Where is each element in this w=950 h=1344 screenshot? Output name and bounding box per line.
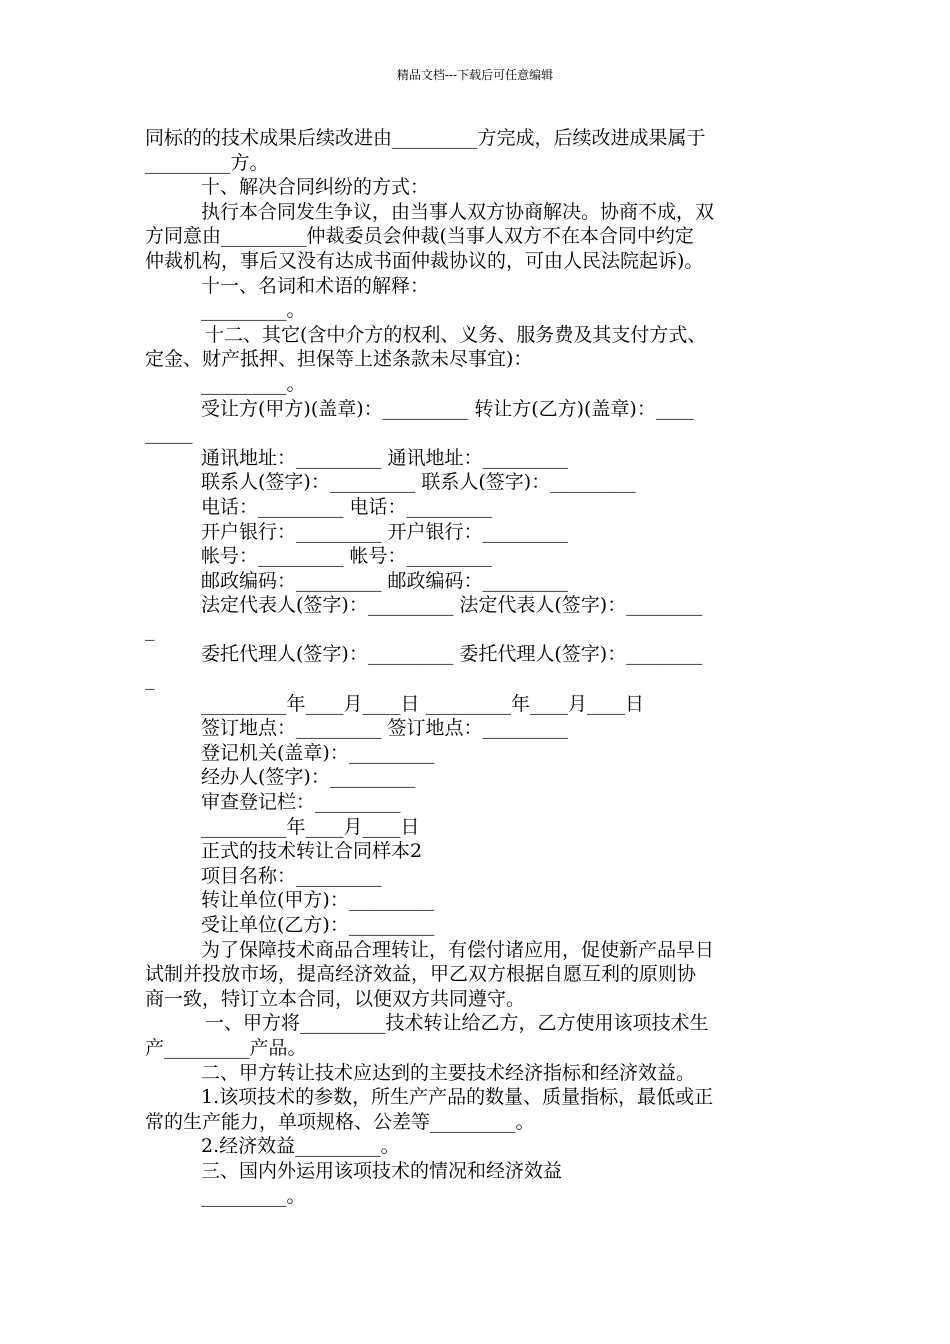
text-line: 登记机关(盖章)：_________ — [201, 741, 435, 764]
text-line: 方同意由_________仲裁委员会仲裁(当事人双方不在本合同中约定 — [145, 225, 694, 248]
text-line: 电话：_________ 电话：_________ — [201, 495, 493, 518]
text-line: _________年____月____日 — [201, 815, 420, 838]
text-line: _________。 — [201, 1184, 306, 1207]
text-line: 仲裁机构，事后又没有达成书面仲裁协议的，可由人民法院起诉)。 — [145, 249, 704, 272]
page-header: 精品文档---下载后可任意编辑 — [396, 68, 554, 82]
text-line: 商一致，特订立本合同，以便双方共同遵守。 — [145, 987, 526, 1010]
text-line: 审查登记栏：_________ — [201, 791, 401, 814]
text-line: 项目名称：_________ — [201, 864, 382, 887]
text-line: 正式的技术转让合同样本2 — [201, 840, 423, 863]
text-line: _________方。 — [145, 151, 269, 174]
text-line: 委托代理人(签字)：_________ 委托代理人(签字)：________ — [201, 643, 703, 666]
text-line: 常的生产能力，单项规格、公差等_________。 — [145, 1110, 535, 1133]
text-line: 定金、财产抵押、担保等上述条款未尽事宜)： — [145, 348, 533, 371]
text-line: _________。 — [201, 299, 306, 322]
text-line: 转让单位(甲方)：_________ — [201, 889, 435, 912]
text-line: _ — [145, 618, 155, 641]
text-line: 帐号：_________ 帐号：_________ — [201, 545, 493, 568]
text-line: 二、甲方转让技术应达到的主要技术经济指标和经济效益。 — [201, 1061, 696, 1084]
text-line: 受让单位(乙方)：_________ — [201, 914, 435, 936]
text-line: _________。 — [201, 372, 306, 395]
text-line: _____ — [145, 422, 193, 445]
text-line: 开户银行：_________ 开户银行：_________ — [201, 520, 569, 543]
text-line: 十、解决合同纠纷的方式： — [201, 176, 430, 199]
text-line: 经办人(签字)：_________ — [201, 766, 416, 789]
text-line: 试制并投放市场，提高经济效益，甲乙双方根据自愿互利的原则协 — [145, 963, 697, 986]
text-line: 一、甲方将_________技术转让给乙方，乙方使用该项技术生 — [205, 1012, 709, 1035]
text-line: 三、国内外运用该项技术的情况和经济效益 — [201, 1159, 563, 1182]
text-line: 为了保障技术商品合理转让，有偿付诸应用，促使新产品早日 — [201, 938, 715, 961]
text-line: 通讯地址：_________ 通讯地址：_________ — [201, 446, 569, 469]
text-line: 执行本合同发生争议，由当事人双方协商解决。协商不成，双 — [201, 200, 715, 223]
text-line: 联系人(签字)：_________ 联系人(签字)：_________ — [201, 471, 636, 494]
text-line: 1.该项技术的参数，所生产产品的数量、质量指标，最低或正 — [201, 1086, 714, 1109]
text-line: 十一、名词和术语的解释： — [201, 274, 430, 297]
text-line: 2.经济效益_________。 — [201, 1135, 400, 1158]
text-line: 法定代表人(签字)：_________ 法定代表人(签字)：________ — [201, 594, 703, 617]
text-line: 同标的的技术成果后续改进由_________方完成，后续改进成果属于 — [145, 127, 706, 149]
text-line: _ — [145, 668, 155, 691]
text-line: 产_________产品。 — [145, 1036, 307, 1059]
text-line: 十二、其它(含中介方的权利、义务、服务费及其支付方式、 — [205, 323, 707, 346]
document-body — [145, 126, 810, 1208]
text-line: 邮政编码：_________ 邮政编码：_________ — [201, 569, 569, 592]
text-line: 签订地点：_________ 签订地点：_________ — [201, 717, 569, 740]
text-line: 受让方(甲方)(盖章)：_________ 转让方(乙方)(盖章)：____ — [201, 397, 694, 420]
text-line: _________年____月____日 _________年____月____日 — [201, 692, 645, 715]
